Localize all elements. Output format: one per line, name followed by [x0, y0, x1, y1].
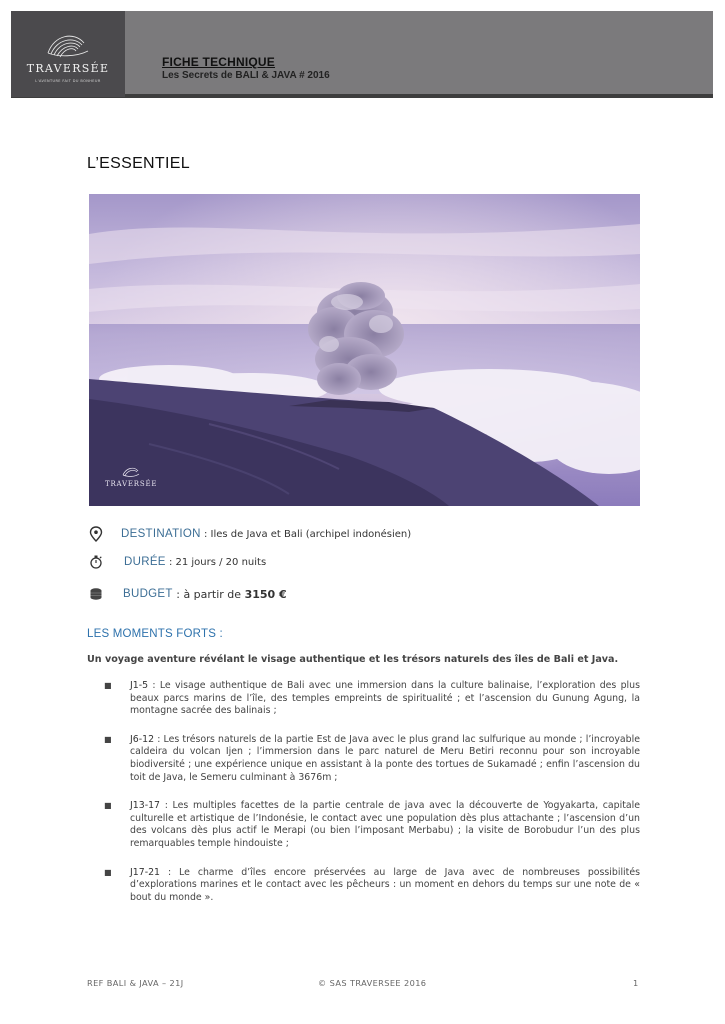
map-pin-icon [89, 526, 103, 542]
brand-name: TRAVERSÉE [26, 62, 110, 75]
destination-row [89, 524, 411, 544]
bullet-icon: ■ [104, 867, 112, 877]
duree-label: DURÉE [124, 556, 166, 568]
item-key: J13-17 [130, 800, 161, 812]
item-text: : Le charme d’îles encore préservées au large de Java avec de nombreuses possibilités d’explorations marines et le contact avec les pêcheurs : un moment en dehors du temps sur une note de « bout du monde ». [130, 866, 640, 903]
bullet-icon: ■ [104, 681, 112, 690]
photo-watermark: TRAVERSÉE [105, 480, 158, 488]
budget-amount: 3150 € [244, 587, 287, 601]
volcano-photo [89, 194, 640, 506]
footer-copyright: © SAS TRAVERSEE 2016 [318, 978, 427, 988]
document-title: FICHE TECHNIQUE [162, 55, 276, 69]
list-item [104, 734, 640, 784]
item-key: J1-5 [130, 680, 149, 691]
item-key: J6-12 [130, 733, 155, 745]
item-text: : Les multiples facettes de la partie centrale de java avec la découverte de Yogyakarta, capitale culturelle et artistique de l’Indonésie, le contact avec une population dès plus attachante ; l’ascension d’un des volcans dès plus actif le Merapi (ou bien l’imposant Merbabu) ; la visite de Borobudur l’un des plus remarquables temple hindouiste ; [130, 800, 640, 849]
document-subtitle: Les Secrets de BALI & JAVA # 2016 [162, 70, 330, 81]
wave-logo-icon [44, 29, 92, 59]
brand-tagline: L'AVENTURE FAIT DU BONHEUR [35, 79, 101, 83]
watermark-wave-icon [121, 465, 141, 477]
section-title: L’ESSENTIEL [87, 155, 190, 172]
item-key: J17-21 [130, 866, 161, 878]
budget-sep: : [172, 587, 184, 601]
footer-ref: REF BALI & JAVA – 21J [87, 978, 184, 988]
moments-list [104, 680, 640, 920]
destination-value: Iles de Java et Bali (archipel indonésien) [210, 528, 412, 540]
bullet-icon: ■ [104, 801, 112, 811]
destination-sep: : [200, 528, 211, 540]
coins-icon [89, 586, 103, 602]
list-item [104, 680, 640, 718]
stopwatch-icon [89, 554, 103, 570]
footer-page-number: 1 [633, 978, 639, 988]
moments-title: LES MOMENTS FORTS : [87, 628, 223, 640]
budget-row [89, 584, 287, 604]
item-text: : Les trésors naturels de la partie Est de Java avec le plus grand lac sulfurique au monde ; l’incroyable caldeira du volcan Ijen ; l’immersion dans le parc naturel de Meru Betiri reconnu pour son incroyable biodiversité ; une expérience unique en assistant à la ponte des tortues de Sukamadé ; enfin l’ascension du toit de Java, le Semeru culminant à 3676m ; [130, 733, 640, 783]
duree-row [89, 552, 266, 572]
list-item [104, 867, 640, 905]
budget-prefix: à partir de [183, 587, 245, 601]
volcano-illustration [89, 194, 640, 506]
budget-label: BUDGET [123, 588, 173, 600]
destination-label: DESTINATION [121, 528, 201, 540]
moments-intro: Un voyage aventure révélant le visage authentique et les trésors naturels des îles de Bali et Java. [87, 654, 619, 665]
duree-value: 21 jours / 20 nuits [175, 556, 267, 568]
item-text: : Le visage authentique de Bali avec une immersion dans la culture balinaise, l’exploration des plus beaux parcs marins de l’île, des temples empreints de spiritualité ; et l’ascension du Gunung Agung, la montagne sacrée des balinais ; [130, 680, 640, 717]
duree-sep: : [165, 556, 176, 568]
bullet-icon: ■ [104, 734, 112, 744]
list-item [104, 800, 640, 850]
